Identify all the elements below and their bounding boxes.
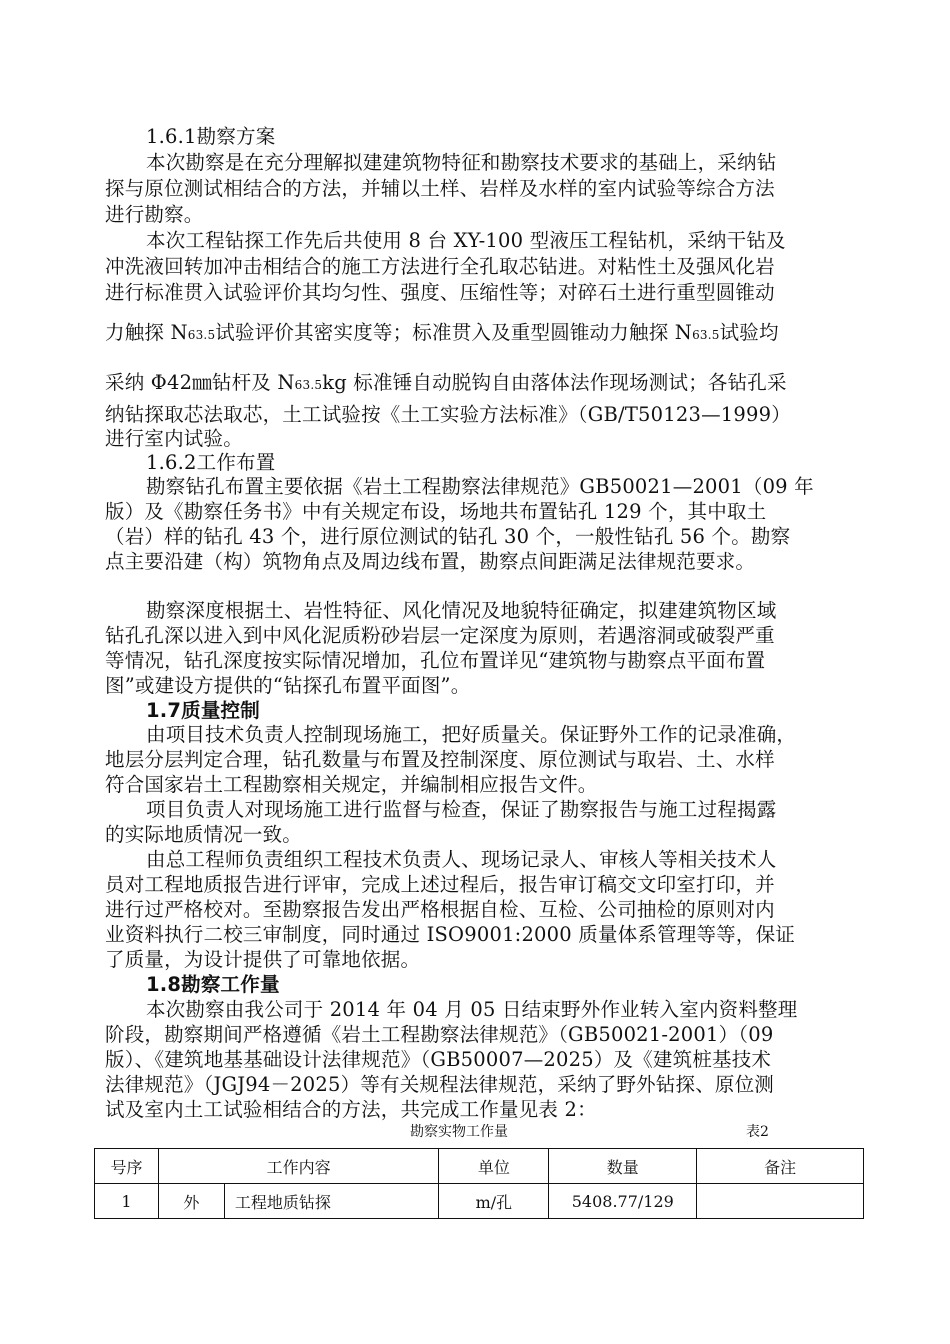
- table-header-cell: 号序: [95, 1149, 159, 1184]
- section-heading-1-6-1: 1.6.1勘察方案: [146, 125, 276, 148]
- paragraph-line: 本次勘察是在充分理解拟建建筑物特征和勘察技术要求的基础上，采纳钻: [146, 151, 777, 174]
- table-number: 表2: [746, 1124, 769, 1140]
- paragraph-line-formula: [105, 370, 865, 398]
- paragraph-line: 进行勘察。: [105, 203, 204, 226]
- paragraph-line: 本次工程钻探工作先后共使用 8 台 XY-100 型液压工程钻机，采纳干钻及: [146, 229, 786, 252]
- paragraph-line: 阶段，勘察期间严格遵循《岩土工程勘察法律规范》（GB50021-2001）（09: [105, 1023, 774, 1046]
- paragraph-line: 本次勘察由我公司于 2014 年 04 月 05 日结束野外作业转入室内资料整理: [146, 998, 798, 1021]
- table-header-cell: 单位: [439, 1149, 549, 1184]
- section-heading-1-6-2: 1.6.2工作布置: [146, 451, 276, 474]
- paragraph-line: 勘察钻孔布置主要依据《岩土工程勘察法律规范》GB50021—2001（09 年: [146, 475, 814, 498]
- table-header-cell: 工作内容: [158, 1149, 439, 1184]
- table-cell: 1: [95, 1184, 159, 1219]
- paragraph-line: 版）、《建筑地基基础设计法律规范》（GB50007—2025）及《建筑桩基技术: [105, 1048, 772, 1071]
- subscript: 63.5: [692, 328, 720, 342]
- paragraph-line: 项目负责人对现场施工进行监督与检查，保证了勘察报告与施工过程揭露: [146, 798, 777, 821]
- paragraph-line: 进行室内试验。: [105, 427, 243, 450]
- paragraph-line: 进行过严格校对。至勘察报告发出严格根据自检、互检、公司抽检的原则对内: [105, 898, 775, 921]
- paragraph-line: 了质量，为设计提供了可靠地依据。: [105, 948, 421, 971]
- paragraph-line: （岩）样的钻孔 43 个，进行原位测试的钻孔 30 个，一般性钻孔 56 个。勘察: [105, 525, 791, 548]
- section-heading-1-8: 1.8勘察工作量: [146, 973, 280, 996]
- text-run: 采纳 Φ42㎜钻杆及 N: [105, 371, 295, 394]
- paragraph-line: 地层分层判定合理，钻孔数量与布置及控制深度、原位测试与取岩、土、水样: [105, 748, 775, 771]
- table-cell: [697, 1184, 864, 1219]
- subscript: 63.5: [294, 378, 323, 392]
- paragraph-line: 法律规范》（JGJ94－2025）等有关规程法律规范，采纳了野外钻探、原位测: [105, 1073, 775, 1096]
- paragraph-line: 符合国家岩土工程勘察相关规定，并编制相应报告文件。: [105, 773, 598, 796]
- paragraph-line: 纳钻探取芯法取芯，土工试验按《土工实验方法标准》（GB/T50123—1999）: [105, 403, 791, 426]
- paragraph-line: 勘察深度根据土、岩性特征、风化情况及地貌特征确定，拟建建筑物区域: [146, 599, 777, 622]
- table-cell: m/孔: [439, 1184, 549, 1219]
- paragraph-line: 由项目技术负责人控制现场施工，把好质量关。保证野外工作的记录准确，: [146, 723, 797, 746]
- table-row: [95, 1184, 864, 1219]
- paragraph-line: 由总工程师负责组织工程技术负责人、现场记录人、审核人等相关技术人: [146, 848, 777, 871]
- paragraph-line: 进行标准贯入试验评价其均匀性、强度、压缩性等；对碎石土进行重型圆锥动: [105, 281, 775, 304]
- table-cell: 外: [158, 1184, 224, 1219]
- text-run: kg 标准锤自动脱钩自由落体法作现场测试；各钻孔采: [322, 371, 787, 394]
- paragraph-line: 员对工程地质报告进行评审，完成上述过程后，报告审订稿交文印室打印，并: [105, 873, 775, 896]
- table-title: 勘察实物工作量: [410, 1124, 508, 1140]
- paragraph-line: 的实际地质情况一致。: [105, 823, 303, 846]
- paragraph-line: 图”或建设方提供的“钻探孔布置平面图”。: [105, 674, 471, 697]
- paragraph-line: 试及室内土工试验相结合的方法，共完成工作量见表 2：: [105, 1098, 597, 1121]
- paragraph-line: 点主要沿建（构）筑物角点及周边线布置，勘察点间距满足法律规范要求。: [105, 550, 756, 573]
- paragraph-line: 版）及《勘察任务书》中有关规定布设，场地共布置钻孔 129 个，其中取土: [105, 500, 767, 523]
- paragraph-line: 冲洗液回转加冲击相结合的施工方法进行全孔取芯钻进。对粘性土及强风化岩: [105, 255, 775, 278]
- subscript: 63.5: [187, 328, 216, 342]
- table-header-row: [95, 1149, 864, 1184]
- section-heading-1-7: 1.7质量控制: [146, 699, 260, 722]
- paragraph-line: 探与原位测试相结合的方法，并辅以土样、岩样及水样的室内试验等综合方法: [105, 177, 775, 200]
- paragraph-line: 钻孔孔深以进入到中风化泥质粉砂岩层一定深度为原则，若遇溶洞或破裂严重: [105, 624, 775, 647]
- text-run: 试验均: [719, 321, 779, 344]
- table-cell: 工程地质钻探: [224, 1184, 439, 1219]
- table-header-cell: 数量: [549, 1149, 697, 1184]
- text-run: 试验评价其密实度等；标准贯入及重型圆锥动力触探 N: [215, 321, 693, 344]
- workload-table: [94, 1148, 864, 1219]
- text-run: 力触探 N: [105, 321, 188, 344]
- table-header-cell: 备注: [697, 1149, 864, 1184]
- paragraph-line: 等情况，钻孔深度按实际情况增加，孔位布置详见“建筑物与勘察点平面布置: [105, 649, 766, 672]
- table-cell: 5408.77/129: [549, 1184, 697, 1219]
- paragraph-line-formula: [105, 320, 865, 348]
- paragraph-line: 业资料执行二校三审制度，同时通过 ISO9001:2000 质量体系管理等等，保证: [105, 923, 795, 946]
